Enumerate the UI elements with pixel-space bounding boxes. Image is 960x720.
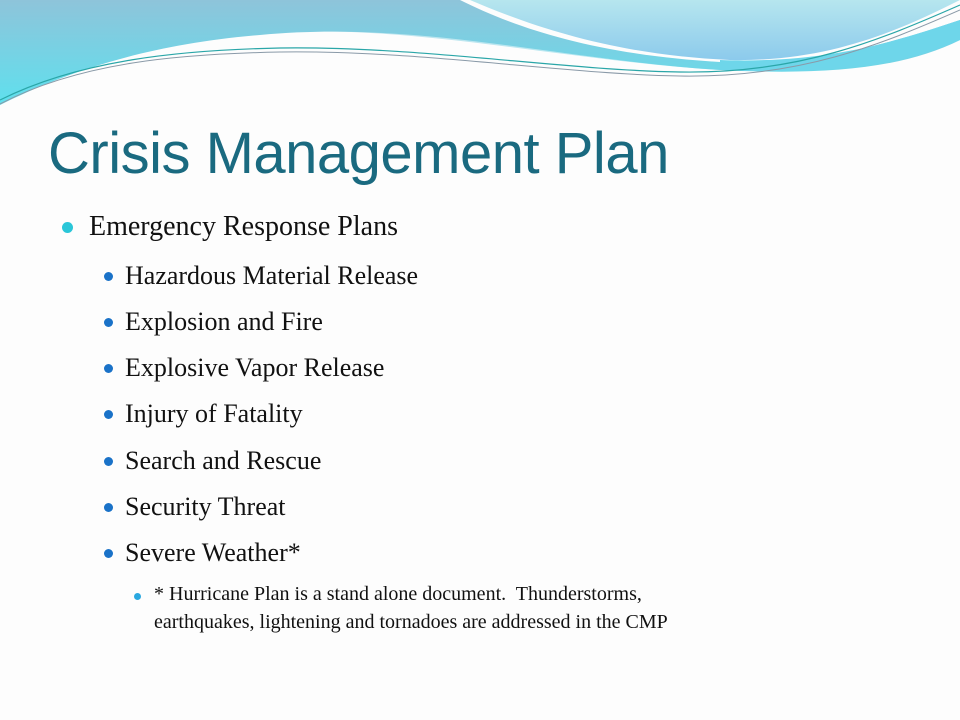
footnote-line-2: earthquakes, lightening and tornadoes are addressed in the CMP	[154, 611, 668, 633]
bullet-text: Search and Rescue	[125, 446, 322, 475]
level2-bullet	[104, 307, 323, 337]
footnote-bullet	[134, 580, 668, 636]
level2-bullet	[104, 261, 418, 291]
level1-bullet-emergency-response-plans	[62, 211, 398, 243]
bullet-dot-icon	[104, 457, 113, 466]
bullet-dot-icon	[134, 593, 141, 600]
bullet-text: Security Threat	[125, 492, 286, 521]
level2-bullet	[104, 492, 286, 522]
bullet-text: Explosion and Fire	[125, 307, 323, 336]
header-wave-decoration	[0, 0, 960, 120]
slide-title: Crisis Management Plan	[48, 121, 669, 186]
bullet-text: Severe Weather*	[125, 538, 301, 567]
level2-bullet	[104, 538, 301, 568]
bullet-text: Explosive Vapor Release	[125, 353, 385, 382]
bullet-text: Hazardous Material Release	[125, 261, 419, 290]
bullet-text: Emergency Response Plans	[89, 211, 398, 242]
level2-bullet	[104, 399, 303, 429]
bullet-dot-icon	[104, 364, 113, 373]
bullet-dot-icon	[104, 549, 113, 558]
bullet-dot-icon	[104, 272, 113, 281]
bullet-text: Injury of Fatality	[125, 399, 303, 428]
bullet-dot-icon	[104, 503, 113, 512]
level2-bullet	[104, 446, 321, 476]
bullet-dot-icon	[62, 222, 73, 233]
level2-bullet	[104, 353, 384, 383]
bullet-dot-icon	[104, 318, 113, 327]
footnote-line-1: * Hurricane Plan is a stand alone document. Thunderstorms,	[154, 583, 642, 605]
bullet-dot-icon	[104, 410, 113, 419]
